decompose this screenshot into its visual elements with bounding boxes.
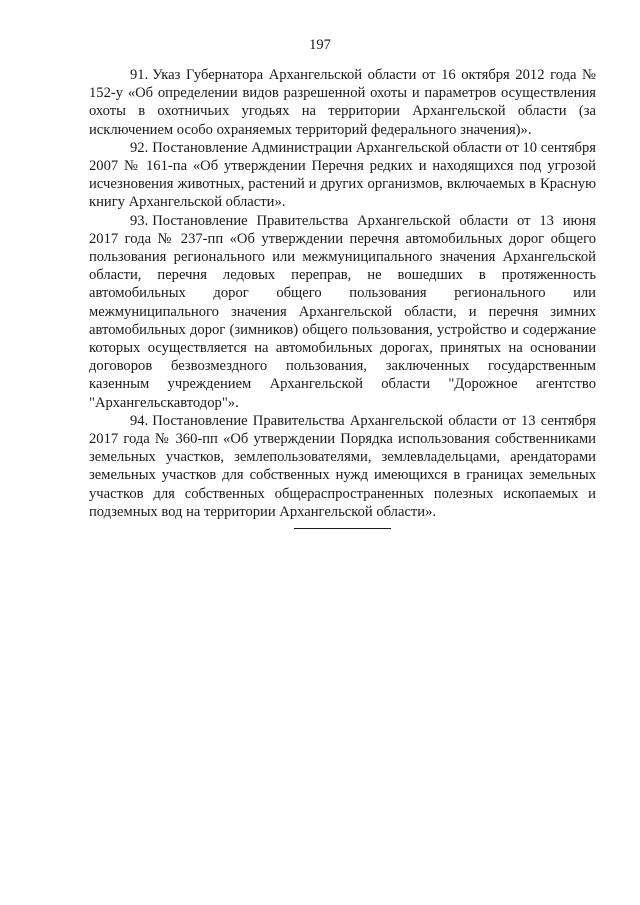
list-item xyxy=(89,66,596,139)
item-number: 93. xyxy=(130,212,149,229)
item-text: Указ Губернатора Архангельской области от 16 октября 2012 года № 152-у «Об определении видов разрешенной охоты и параметров осуществления охоты в охотничьих угодьях на территории Архангельской области (за исключением особо охраняемых территорий федерального значения)». xyxy=(89,67,596,138)
item-number: 91. xyxy=(130,67,149,83)
item-text: Постановление Правительства Архангельской области от 13 сентября 2017 года № 360-пп «Об утверждении Порядка использования собственниками земельных участков, землепользователями, землевладельцами, арендаторами земельных участков для собственных нужд имеющихся в границах земельных участков для собственных общераспространенных полезных ископаемых и подземных вод на территории Архангельской области». xyxy=(89,412,596,520)
end-separator-line xyxy=(294,528,391,529)
item-number: 92. xyxy=(130,139,149,156)
item-text: Постановление Правительства Архангельской области от 13 июня 2017 года № 237-пп «Об утверждении перечня автомобильных дорог общего пользования регионального или межмуниципального значения Архангельской области, перечня ледовых переправ, не вошедших в протяженность автомобильных дорог общего пользования регионального или межмуниципального значения Архангельской области, и перечня зимних автомобильных дорог (зимников) общего пользования, устройство и содержание которых осуществляется на автомобильных дорогах, принятых на основании договоров безвозмездного пользования, заключенных государственным казенным учреждением Архангельской области "Дорожное агентство "Архангельскавтодор"». xyxy=(89,212,596,411)
document-body xyxy=(89,66,596,529)
list-item xyxy=(89,212,596,412)
item-number: 94. xyxy=(130,412,149,429)
list-item xyxy=(89,139,596,212)
item-text: Постановление Администрации Архангельской области от 10 сентября 2007 № 161-па «Об утверждении Перечня редких и находящихся под угрозой исчезновения животных, растений и других организмов, включаемых в Красную книгу Архангельской области». xyxy=(89,139,596,211)
page-number: 197 xyxy=(309,37,331,53)
list-item xyxy=(89,412,596,521)
